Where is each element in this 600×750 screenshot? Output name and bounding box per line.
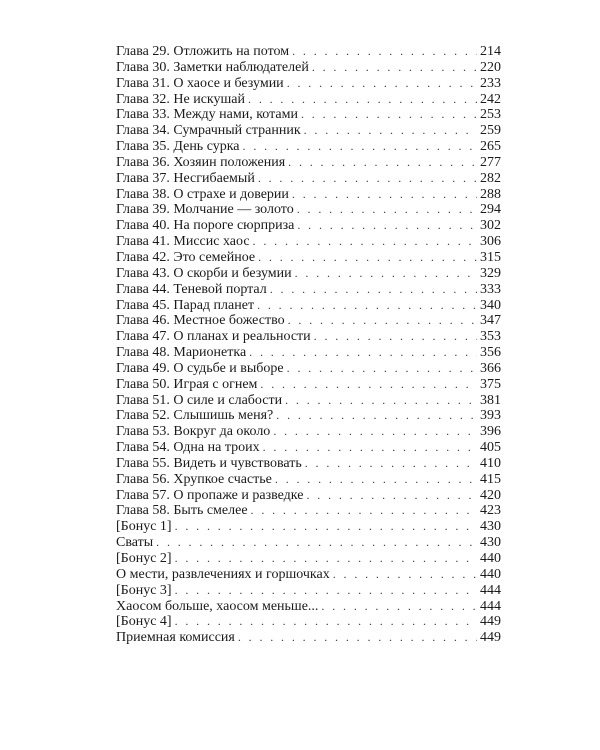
toc-entry — [116, 202, 501, 218]
dot-leader — [292, 187, 477, 203]
toc-entry — [116, 60, 501, 76]
toc-entry-title: Глава 37. Несгибаемый — [116, 170, 255, 186]
toc-entry — [116, 440, 501, 456]
toc-entry-page-number: 347 — [480, 313, 501, 329]
table-of-contents — [116, 44, 501, 646]
dot-leader — [175, 583, 477, 599]
toc-entry — [116, 92, 501, 108]
toc-entry-title: Глава 38. О страхе и доверии — [116, 186, 289, 202]
dot-leader — [251, 503, 477, 519]
toc-entry-title: Глава 52. Слышишь меня? — [116, 408, 274, 424]
toc-entry-title: Глава 30. Заметки наблюдателей — [116, 59, 309, 75]
toc-entry-page-number: 444 — [480, 582, 501, 598]
toc-entry-page-number: 282 — [480, 170, 501, 186]
toc-entry-page-number: 396 — [480, 424, 501, 440]
toc-entry-page-number: 340 — [480, 297, 501, 313]
toc-entry — [116, 44, 501, 60]
toc-entry-title: Хаосом больше, хаосом меньше... — [116, 598, 319, 614]
dot-leader — [248, 92, 477, 108]
toc-entry-title: Глава 51. О силе и слабости — [116, 392, 283, 408]
toc-entry — [116, 472, 501, 488]
dot-leader — [297, 218, 477, 234]
toc-entry — [116, 282, 501, 298]
toc-entry — [116, 424, 501, 440]
dot-leader — [257, 298, 477, 314]
toc-entry-title: Глава 43. О скорби и безумии — [116, 265, 292, 281]
toc-entry-title: Глава 36. Хозяин положения — [116, 154, 286, 170]
toc-entry-page-number: 277 — [480, 154, 501, 170]
dot-leader — [273, 424, 477, 440]
toc-entry-page-number: 356 — [480, 345, 501, 361]
toc-entry-page-number: 423 — [480, 503, 501, 519]
toc-entry-page-number: 329 — [480, 265, 501, 281]
dot-leader — [260, 377, 477, 393]
toc-entry — [116, 266, 501, 282]
dot-leader — [301, 107, 477, 123]
toc-entry-title: Глава 46. Местное божество — [116, 313, 285, 329]
toc-entry — [116, 567, 501, 583]
toc-entry — [116, 313, 501, 329]
dot-leader — [321, 599, 477, 615]
dot-leader — [275, 472, 477, 488]
toc-entry-title: Глава 39. Молчание — золото — [116, 202, 294, 218]
toc-entry — [116, 535, 501, 551]
toc-entry-title: [Бонус 1] — [116, 519, 172, 535]
toc-entry-page-number: 242 — [480, 91, 501, 107]
toc-entry-title: Глава 45. Парад планет — [116, 297, 255, 313]
toc-entry-page-number: 333 — [480, 281, 501, 297]
toc-entry-page-number: 444 — [480, 598, 501, 614]
toc-entry — [116, 171, 501, 187]
dot-leader — [285, 393, 477, 409]
dot-leader — [333, 567, 477, 583]
toc-entry-title: Глава 33. Между нами, котами — [116, 107, 298, 123]
toc-entry-page-number: 315 — [480, 249, 501, 265]
toc-entry-title: Глава 34. Сумрачный странник — [116, 123, 301, 139]
toc-entry-title: Глава 35. День сурка — [116, 139, 240, 155]
toc-entry — [116, 503, 501, 519]
toc-entry-page-number: 420 — [480, 487, 501, 503]
dot-leader — [295, 266, 477, 282]
toc-entry-title: О мести, развлечениях и горшочках — [116, 566, 330, 582]
dot-leader — [258, 250, 477, 266]
toc-entry — [116, 345, 501, 361]
dot-leader — [297, 202, 477, 218]
toc-entry — [116, 155, 501, 171]
toc-entry-title: Глава 54. Одна на троих — [116, 440, 260, 456]
dot-leader — [243, 139, 477, 155]
toc-entry-title: Глава 44. Теневой портал — [116, 281, 267, 297]
toc-entry-title: Глава 55. Видеть и чувствовать — [116, 455, 302, 471]
toc-entry-page-number: 430 — [480, 519, 501, 535]
toc-entry-title: Глава 31. О хаосе и безумии — [116, 75, 284, 91]
toc-entry — [116, 551, 501, 567]
toc-entry — [116, 139, 501, 155]
toc-entry — [116, 250, 501, 266]
toc-entry-title: Глава 53. Вокруг да около — [116, 424, 271, 440]
dot-leader — [175, 519, 477, 535]
toc-entry-page-number: 449 — [480, 630, 501, 646]
dot-leader — [288, 313, 477, 329]
toc-entry-page-number: 220 — [480, 59, 501, 75]
toc-entry-title: Глава 49. О судьбе и выборе — [116, 360, 284, 376]
toc-entry — [116, 614, 501, 630]
dot-leader — [263, 440, 477, 456]
dot-leader — [258, 171, 477, 187]
toc-entry — [116, 456, 501, 472]
toc-entry-title: Глава 29. Отложить на потом — [116, 44, 290, 59]
toc-entry-page-number: 440 — [480, 551, 501, 566]
toc-entry-page-number: 259 — [480, 123, 501, 139]
dot-leader — [249, 345, 477, 361]
toc-entry-page-number: 306 — [480, 234, 501, 250]
toc-entry — [116, 329, 501, 345]
toc-entry-title: Приемная комиссия — [116, 630, 235, 646]
dot-leader — [175, 614, 477, 630]
toc-entry-title: Глава 40. На пороге сюрприза — [116, 218, 295, 234]
toc-entry-title: Глава 48. Марионетка — [116, 345, 247, 361]
toc-entry — [116, 583, 501, 599]
toc-entry — [116, 107, 501, 123]
dot-leader — [287, 76, 477, 92]
toc-entry — [116, 393, 501, 409]
toc-entry-page-number: 288 — [480, 186, 501, 202]
toc-entry-page-number: 430 — [480, 535, 501, 551]
toc-entry — [116, 599, 501, 615]
toc-entry-page-number: 214 — [480, 44, 501, 59]
toc-entry-title: Глава 50. Играя с огнем — [116, 376, 258, 392]
toc-entry-page-number: 366 — [480, 360, 501, 376]
toc-entry — [116, 408, 501, 424]
toc-entry-title: Сваты — [116, 535, 154, 551]
toc-entry-title: Глава 41. Миссис хаос — [116, 234, 250, 250]
toc-entry-page-number: 381 — [480, 392, 501, 408]
toc-entry-page-number: 302 — [480, 218, 501, 234]
toc-entry-page-number: 253 — [480, 107, 501, 123]
toc-entry-title: [Бонус 4] — [116, 614, 172, 630]
toc-entry-page-number: 294 — [480, 202, 501, 218]
dot-leader — [156, 535, 477, 551]
dot-leader — [175, 551, 477, 567]
toc-entry-title: Глава 56. Хрупкое счастье — [116, 471, 272, 487]
dot-leader — [312, 60, 477, 76]
toc-entry — [116, 361, 501, 377]
toc-entry-page-number: 405 — [480, 440, 501, 456]
dot-leader — [292, 44, 477, 60]
toc-entry-title: Глава 32. Не искушай — [116, 91, 246, 107]
toc-entry-page-number: 265 — [480, 139, 501, 155]
toc-entry-page-number: 233 — [480, 75, 501, 91]
toc-entry — [116, 218, 501, 234]
toc-entry-page-number: 415 — [480, 471, 501, 487]
dot-leader — [270, 282, 477, 298]
toc-entry — [116, 630, 501, 646]
dot-leader — [304, 123, 477, 139]
toc-entry — [116, 187, 501, 203]
dot-leader — [314, 329, 477, 345]
toc-entry-title: Глава 42. Это семейное — [116, 249, 256, 265]
toc-entry-page-number: 393 — [480, 408, 501, 424]
toc-entry-title: [Бонус 3] — [116, 582, 172, 598]
dot-leader — [238, 630, 477, 646]
toc-entry-page-number: 410 — [480, 455, 501, 471]
dot-leader — [276, 408, 477, 424]
toc-entry-page-number: 449 — [480, 614, 501, 630]
toc-entry-title: [Бонус 2] — [116, 551, 172, 566]
toc-entry-page-number: 353 — [480, 329, 501, 345]
toc-entry-title: Глава 57. О пропаже и разведке — [116, 487, 304, 503]
toc-entry — [116, 234, 501, 250]
dot-leader — [253, 234, 477, 250]
dot-leader — [305, 456, 477, 472]
toc-entry-title: Глава 47. О планах и реальности — [116, 329, 311, 345]
dot-leader — [287, 361, 477, 377]
toc-entry-title: Глава 58. Быть смелее — [116, 503, 248, 519]
toc-entry-page-number: 440 — [480, 566, 501, 582]
dot-leader — [306, 488, 477, 504]
dot-leader — [288, 155, 477, 171]
toc-entry — [116, 519, 501, 535]
toc-entry — [116, 298, 501, 314]
toc-entry — [116, 377, 501, 393]
toc-entry — [116, 76, 501, 92]
toc-entry-page-number: 375 — [480, 376, 501, 392]
toc-entry — [116, 488, 501, 504]
toc-entry — [116, 123, 501, 139]
